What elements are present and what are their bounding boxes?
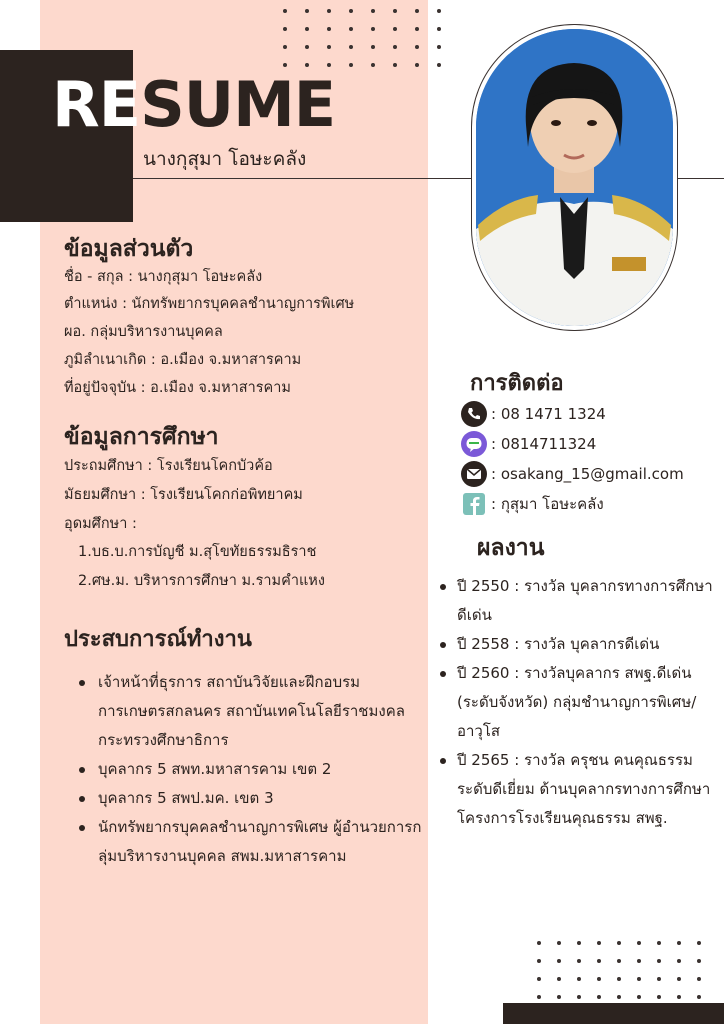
list-item: ปี 2565 : รางวัล ครุชน คนคุณธรรม ระดับดีเยี่ยม ด้านบุคลากรทางการศึกษา โครงการโรงเรียนคุณธรรม สพฐ. xyxy=(440,746,716,833)
list-item: เจ้าหน้าที่ธุรการ สถาบันวิจัยและฝึกอบรมการเกษตรสกลนคร สถาบันเทคโนโลยีราชมงคล กระทรวงศึกษาธิการ xyxy=(70,668,422,755)
facebook-icon xyxy=(460,490,488,518)
personal-line-group: ผอ. กลุ่มบริหารงานบุคคล xyxy=(64,324,223,340)
phone-icon xyxy=(460,400,488,428)
personal-line-position: ตำแหน่ง : นักทรัพยากรบุคคลชำนาญการพิเศษ xyxy=(64,296,355,312)
personal-line-birthplace: ภูมิลำเนาเกิด : อ.เมือง จ.มหาสารคาม xyxy=(64,352,302,368)
dot-pattern-top xyxy=(283,9,441,67)
personal-line-name: ชื่อ - สกุล : นางกุสุมา โอษะคลัง xyxy=(64,269,263,285)
education-higher-label: อุดมศึกษา : xyxy=(64,516,137,532)
education-degree-1: 1.บธ.บ.การบัญชี ม.สุโขทัยธรรมธิราช xyxy=(78,544,317,560)
works-list xyxy=(440,572,716,833)
list-item: ปี 2560 : รางวัลบุคลากร สพฐ.ดีเด่น (ระดับจังหวัด) กลุ่มชำนาญการพิเศษ/อาวุโส xyxy=(440,659,716,746)
title-part-light: RE xyxy=(52,68,141,141)
experience-list xyxy=(70,668,422,871)
profile-photo xyxy=(476,29,673,326)
list-item: บุคลากร 5 สพป.มค. เขต 3 xyxy=(70,784,422,813)
personal-heading: ข้อมูลส่วนตัว xyxy=(64,236,194,262)
contact-heading: การติดต่อ xyxy=(470,371,564,396)
list-item: นักทรัพยากรบุคคลชำนาญการพิเศษ ผู้อำนวยการกลุ่มบริหารงานบุคคล สพม.มหาสารคาม xyxy=(70,813,422,871)
education-primary: ประถมศึกษา : โรงเรียนโคกบัวค้อ xyxy=(64,458,273,474)
list-item: ปี 2558 : รางวัล บุคลากรดีเด่น xyxy=(440,630,716,659)
contact-facebook[interactable] xyxy=(460,490,604,518)
education-secondary: มัธยมศึกษา : โรงเรียนโคกก่อพิทยาคม xyxy=(64,487,303,503)
list-item: บุคลากร 5 สพท.มหาสารคาม เขต 2 xyxy=(70,755,422,784)
contact-email[interactable] xyxy=(460,460,684,488)
experience-heading: ประสบการณ์ทำงาน xyxy=(64,627,252,652)
works-heading: ผลงาน xyxy=(477,535,545,561)
education-degree-2: 2.ศษ.ม. บริหารการศึกษา ม.รามคำแหง xyxy=(78,573,325,589)
facebook-name: : กุสุมา โอษะคลัง xyxy=(491,495,604,513)
email-address: : osakang_15@gmail.com xyxy=(491,465,684,483)
contact-line[interactable] xyxy=(460,430,596,458)
person-name: นางกุสุมา โอษะคลัง xyxy=(143,148,307,170)
profile-photo-frame xyxy=(471,24,678,331)
dot-pattern-bottom xyxy=(537,941,701,999)
education-heading: ข้อมูลการศึกษา xyxy=(64,424,219,450)
list-item: ปี 2550 : รางวัล บุคลากรทางการศึกษาดีเด่น xyxy=(440,572,716,630)
line-id: : 0814711324 xyxy=(491,435,597,453)
resume-title xyxy=(52,68,336,141)
contact-phone[interactable] xyxy=(460,400,606,428)
email-icon xyxy=(460,460,488,488)
phone-number: : 08 1471 1324 xyxy=(491,405,606,423)
line-app-icon xyxy=(460,430,488,458)
footer-dark-bar xyxy=(503,1003,724,1024)
personal-line-address: ที่อยู่ปัจจุบัน : อ.เมือง จ.มหาสารคาม xyxy=(64,380,291,396)
title-part-dark: SUME xyxy=(140,68,336,141)
